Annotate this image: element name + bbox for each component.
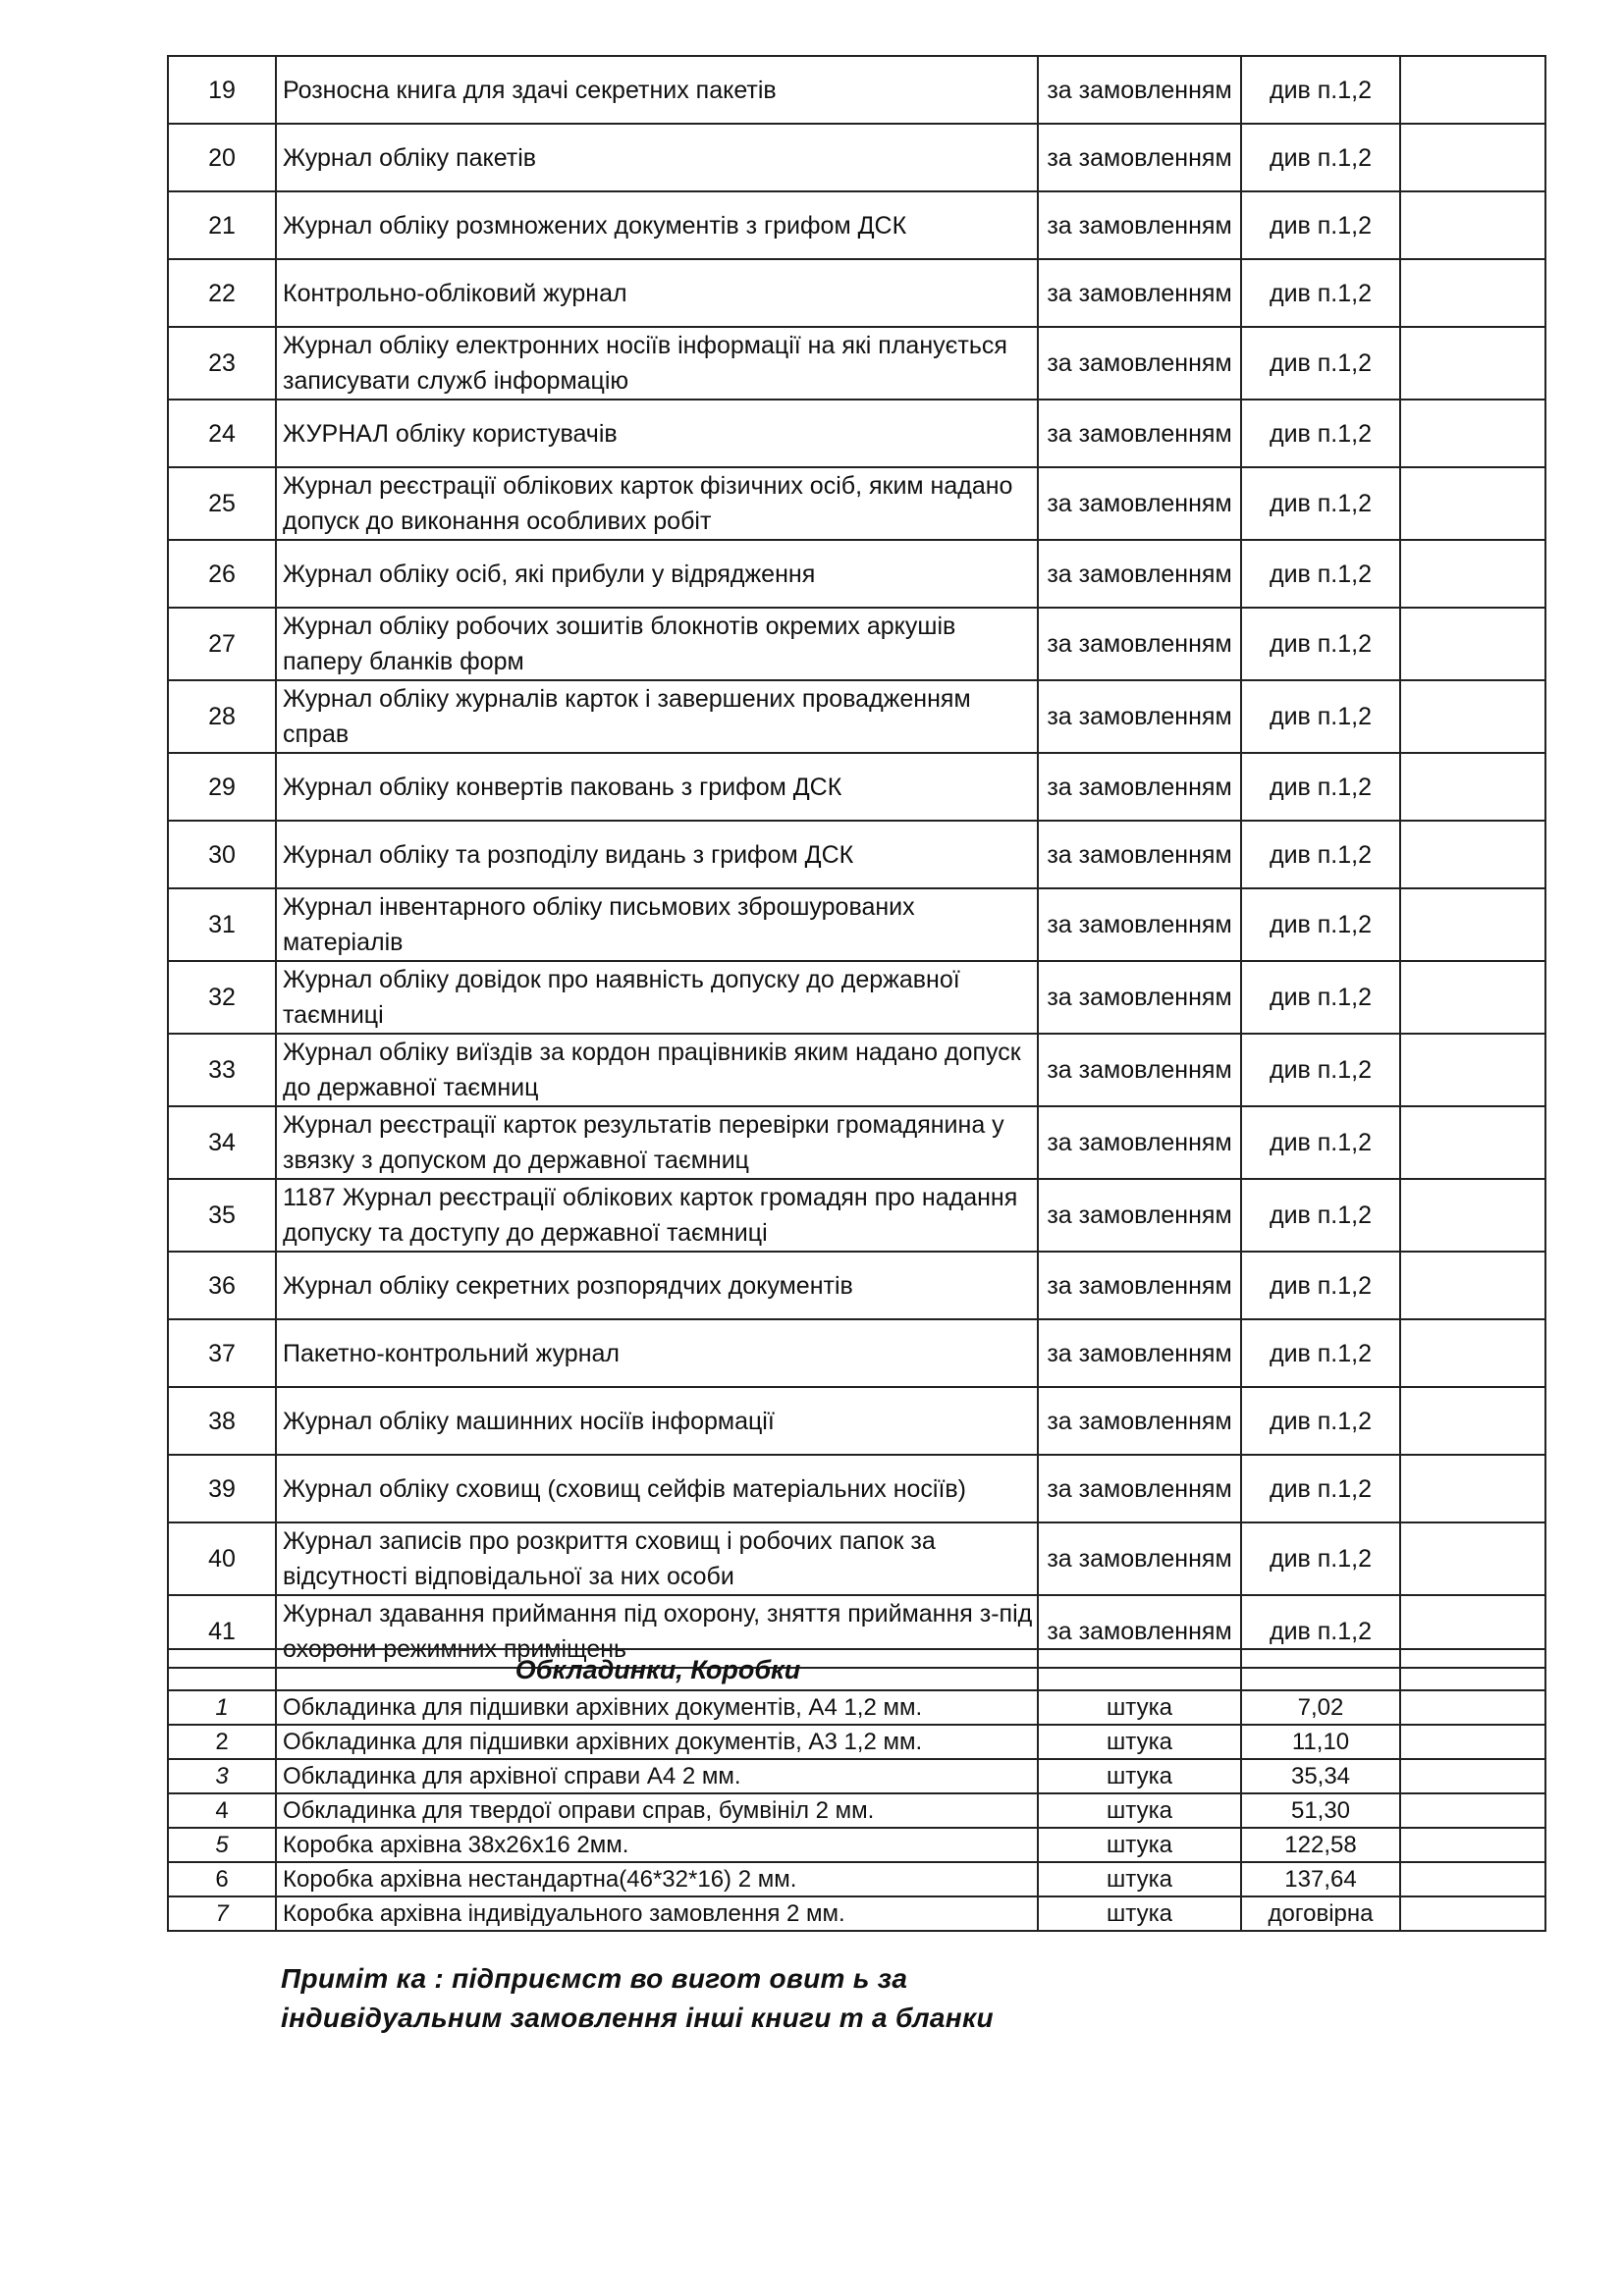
- table-row: [168, 400, 1545, 467]
- journals-table-body: [168, 56, 1545, 1668]
- table-row: [168, 1896, 1545, 1931]
- header-num-cell: [168, 1649, 276, 1690]
- item-price: див п.1,2: [1241, 961, 1400, 1034]
- item-name: Журнал обліку секретних розпорядчих документів: [276, 1252, 1038, 1319]
- item-name: Журнал інвентарного обліку письмових зброшурованих матеріалів: [276, 888, 1038, 961]
- table-row: [168, 821, 1545, 888]
- item-unit: за замовленням: [1038, 259, 1241, 327]
- item-unit: за замовленням: [1038, 400, 1241, 467]
- item-unit: за замовленням: [1038, 124, 1241, 191]
- row-number: 28: [168, 680, 276, 753]
- item-unit: за замовленням: [1038, 1522, 1241, 1595]
- item-price: див п.1,2: [1241, 1319, 1400, 1387]
- section-title: Обкладинки, Коробки: [276, 1649, 1038, 1690]
- item-extra: [1400, 124, 1545, 191]
- row-number: 3: [168, 1759, 276, 1793]
- item-name: Журнал обліку конвертів паковань з грифом ДСК: [276, 753, 1038, 821]
- item-extra: [1400, 1319, 1545, 1387]
- item-unit: за замовленням: [1038, 1252, 1241, 1319]
- item-name: Журнал обліку журналів карток і завершених провадженням справ: [276, 680, 1038, 753]
- item-unit: за замовленням: [1038, 1179, 1241, 1252]
- item-extra: [1400, 680, 1545, 753]
- item-name: Обкладинка для підшивки архівних документів, А4 1,2 мм.: [276, 1690, 1038, 1725]
- item-extra: [1400, 1252, 1545, 1319]
- item-name: Журнал записів про розкриття сховищ і робочих папок за відсутності відповідальної за них особи: [276, 1522, 1038, 1595]
- item-price: див п.1,2: [1241, 1179, 1400, 1252]
- table-row: [168, 1106, 1545, 1179]
- item-extra: [1400, 1725, 1545, 1759]
- table-row: [168, 1319, 1545, 1387]
- row-number: 25: [168, 467, 276, 540]
- item-name: Журнал реєстрації карток результатів перевірки громадянина у звязку з допуском до державної таємниц: [276, 1106, 1038, 1179]
- item-unit: штука: [1038, 1725, 1241, 1759]
- item-price: див п.1,2: [1241, 1522, 1400, 1595]
- row-number: 32: [168, 961, 276, 1034]
- item-price: див п.1,2: [1241, 400, 1400, 467]
- item-extra: [1400, 1828, 1545, 1862]
- item-price: див п.1,2: [1241, 327, 1400, 400]
- item-extra: [1400, 1106, 1545, 1179]
- item-extra: [1400, 540, 1545, 608]
- item-unit: за замовленням: [1038, 56, 1241, 124]
- row-number: 19: [168, 56, 276, 124]
- item-extra: [1400, 56, 1545, 124]
- item-price: 122,58: [1241, 1828, 1400, 1862]
- item-name: Обкладинка для архівної справи А4 2 мм.: [276, 1759, 1038, 1793]
- item-extra: [1400, 1759, 1545, 1793]
- item-extra: [1400, 1522, 1545, 1595]
- row-number: 21: [168, 191, 276, 259]
- item-extra: [1400, 1179, 1545, 1252]
- table-row: [168, 1793, 1545, 1828]
- row-number: 1: [168, 1690, 276, 1725]
- item-extra: [1400, 400, 1545, 467]
- item-name: Журнал обліку машинних носіїв інформації: [276, 1387, 1038, 1455]
- item-unit: за замовленням: [1038, 608, 1241, 680]
- item-price: див п.1,2: [1241, 821, 1400, 888]
- item-unit: за замовленням: [1038, 540, 1241, 608]
- table-row: [168, 1252, 1545, 1319]
- table-row: [168, 1828, 1545, 1862]
- item-price: див п.1,2: [1241, 888, 1400, 961]
- item-name: Журнал обліку довідок про наявність допуску до державної таємниці: [276, 961, 1038, 1034]
- item-price: див п.1,2: [1241, 540, 1400, 608]
- item-unit: за замовленням: [1038, 821, 1241, 888]
- item-name: Журнал обліку та розподілу видань з грифом ДСК: [276, 821, 1038, 888]
- table-row: [168, 124, 1545, 191]
- table-row: [168, 888, 1545, 961]
- table-row: [168, 1179, 1545, 1252]
- item-unit: за замовленням: [1038, 1595, 1241, 1668]
- table-row: [168, 467, 1545, 540]
- row-number: 23: [168, 327, 276, 400]
- item-name: Обкладинка для твердої оправи справ, бумвініл 2 мм.: [276, 1793, 1038, 1828]
- item-price: 11,10: [1241, 1725, 1400, 1759]
- item-name: Контрольно-обліковий журнал: [276, 259, 1038, 327]
- footnote-line-2: індивідуальним замовлення інші книги т а бланки: [281, 2002, 994, 2033]
- item-name: Журнал здавання приймання під охорону, зняття приймання з-під охорони режимних приміщень: [276, 1595, 1038, 1668]
- item-extra: [1400, 608, 1545, 680]
- item-unit: за замовленням: [1038, 961, 1241, 1034]
- table-row: [168, 1725, 1545, 1759]
- row-number: 30: [168, 821, 276, 888]
- row-number: 7: [168, 1896, 276, 1931]
- item-extra: [1400, 1690, 1545, 1725]
- item-unit: за замовленням: [1038, 1106, 1241, 1179]
- table-row: [168, 540, 1545, 608]
- item-name: Журнал обліку пакетів: [276, 124, 1038, 191]
- table-row: [168, 1522, 1545, 1595]
- item-unit: за замовленням: [1038, 1034, 1241, 1106]
- item-price: 7,02: [1241, 1690, 1400, 1725]
- item-name: Журнал обліку виїздів за кордон працівників яким надано допуск до державної таємниц: [276, 1034, 1038, 1106]
- item-extra: [1400, 1034, 1545, 1106]
- header-extra-cell: [1400, 1649, 1545, 1690]
- item-extra: [1400, 961, 1545, 1034]
- table-row: [168, 1387, 1545, 1455]
- row-number: 39: [168, 1455, 276, 1522]
- item-extra: [1400, 1387, 1545, 1455]
- table-row: [168, 961, 1545, 1034]
- item-unit: штука: [1038, 1828, 1241, 1862]
- row-number: 26: [168, 540, 276, 608]
- row-number: 38: [168, 1387, 276, 1455]
- row-number: 24: [168, 400, 276, 467]
- item-price: див п.1,2: [1241, 680, 1400, 753]
- row-number: 27: [168, 608, 276, 680]
- item-extra: [1400, 259, 1545, 327]
- item-unit: штука: [1038, 1896, 1241, 1931]
- item-name: Журнал обліку електронних носіїв інформації на які планується записувати служб інформацію: [276, 327, 1038, 400]
- item-name: 1187 Журнал реєстрації облікових карток громадян про надання допуску та доступу до державної таємниці: [276, 1179, 1038, 1252]
- row-number: 33: [168, 1034, 276, 1106]
- row-number: 40: [168, 1522, 276, 1595]
- item-price: див п.1,2: [1241, 56, 1400, 124]
- item-price: див п.1,2: [1241, 1106, 1400, 1179]
- covers-table-header-row: [168, 1649, 1545, 1690]
- table-row: [168, 608, 1545, 680]
- item-unit: штука: [1038, 1690, 1241, 1725]
- footnote: [281, 1959, 1066, 2038]
- item-price: договірна: [1241, 1896, 1400, 1931]
- table-row: [168, 753, 1545, 821]
- item-name: ЖУРНАЛ обліку користувачів: [276, 400, 1038, 467]
- item-unit: штука: [1038, 1793, 1241, 1828]
- item-unit: за замовленням: [1038, 888, 1241, 961]
- table-row: [168, 56, 1545, 124]
- table-row: [168, 191, 1545, 259]
- item-name: Коробка архівна індивідуального замовлення 2 мм.: [276, 1896, 1038, 1931]
- item-extra: [1400, 1862, 1545, 1896]
- item-price: див п.1,2: [1241, 124, 1400, 191]
- table-row: [168, 1759, 1545, 1793]
- row-number: 2: [168, 1725, 276, 1759]
- item-name: Журнал реєстрації облікових карток фізичних осіб, яким надано допуск до виконання особливих робіт: [276, 467, 1038, 540]
- item-unit: за замовленням: [1038, 191, 1241, 259]
- item-name: Обкладинка для підшивки архівних документів, А3 1,2 мм.: [276, 1725, 1038, 1759]
- item-name: Журнал обліку розмножених документів з грифом ДСК: [276, 191, 1038, 259]
- row-number: 5: [168, 1828, 276, 1862]
- item-extra: [1400, 1793, 1545, 1828]
- item-price: 51,30: [1241, 1793, 1400, 1828]
- item-extra: [1400, 888, 1545, 961]
- item-unit: за замовленням: [1038, 753, 1241, 821]
- header-price-cell: [1241, 1649, 1400, 1690]
- item-unit: за замовленням: [1038, 467, 1241, 540]
- item-extra: [1400, 1896, 1545, 1931]
- item-price: див п.1,2: [1241, 1252, 1400, 1319]
- table-row: [168, 1455, 1545, 1522]
- item-price: див п.1,2: [1241, 1387, 1400, 1455]
- table-row: [168, 1862, 1545, 1896]
- item-name: Пакетно-контрольний журнал: [276, 1319, 1038, 1387]
- item-unit: штука: [1038, 1862, 1241, 1896]
- item-name: Розносна книга для здачі секретних пакетів: [276, 56, 1038, 124]
- item-price: див п.1,2: [1241, 1034, 1400, 1106]
- covers-boxes-table: [167, 1648, 1546, 1932]
- row-number: 22: [168, 259, 276, 327]
- item-unit: за замовленням: [1038, 680, 1241, 753]
- header-unit-cell: [1038, 1649, 1241, 1690]
- item-unit: штука: [1038, 1759, 1241, 1793]
- item-price: див п.1,2: [1241, 1455, 1400, 1522]
- item-price: 137,64: [1241, 1862, 1400, 1896]
- row-number: 37: [168, 1319, 276, 1387]
- item-extra: [1400, 467, 1545, 540]
- item-price: див п.1,2: [1241, 1595, 1400, 1668]
- item-unit: за замовленням: [1038, 1455, 1241, 1522]
- item-name: Журнал обліку сховищ (сховищ сейфів матеріальних носіїв): [276, 1455, 1038, 1522]
- item-price: див п.1,2: [1241, 608, 1400, 680]
- row-number: 41: [168, 1595, 276, 1668]
- item-extra: [1400, 1455, 1545, 1522]
- row-number: 29: [168, 753, 276, 821]
- item-unit: за замовленням: [1038, 327, 1241, 400]
- item-extra: [1400, 327, 1545, 400]
- footnote-line-1: Приміт ка : підприємст во вигот овит ь за: [281, 1963, 908, 1994]
- row-number: 4: [168, 1793, 276, 1828]
- table-row: [168, 1034, 1545, 1106]
- table-row: [168, 259, 1545, 327]
- item-extra: [1400, 753, 1545, 821]
- item-unit: за замовленням: [1038, 1319, 1241, 1387]
- item-unit: за замовленням: [1038, 1387, 1241, 1455]
- item-name: Коробка архівна нестандартна(46*32*16) 2 мм.: [276, 1862, 1038, 1896]
- row-number: 35: [168, 1179, 276, 1252]
- journals-table: [167, 55, 1546, 1669]
- row-number: 36: [168, 1252, 276, 1319]
- item-name: Журнал обліку осіб, які прибули у відрядження: [276, 540, 1038, 608]
- item-name: Коробка архівна 38х26х16 2мм.: [276, 1828, 1038, 1862]
- row-number: 31: [168, 888, 276, 961]
- table-row: [168, 1690, 1545, 1725]
- item-price: див п.1,2: [1241, 467, 1400, 540]
- row-number: 20: [168, 124, 276, 191]
- table-row: [168, 327, 1545, 400]
- item-price: див п.1,2: [1241, 753, 1400, 821]
- item-price: див п.1,2: [1241, 191, 1400, 259]
- row-number: 34: [168, 1106, 276, 1179]
- item-price: 35,34: [1241, 1759, 1400, 1793]
- item-extra: [1400, 191, 1545, 259]
- item-extra: [1400, 821, 1545, 888]
- covers-table-body: [168, 1649, 1545, 1931]
- row-number: 6: [168, 1862, 276, 1896]
- item-price: див п.1,2: [1241, 259, 1400, 327]
- item-name: Журнал обліку робочих зошитів блокнотів окремих аркушів паперу бланків форм: [276, 608, 1038, 680]
- table-row: [168, 680, 1545, 753]
